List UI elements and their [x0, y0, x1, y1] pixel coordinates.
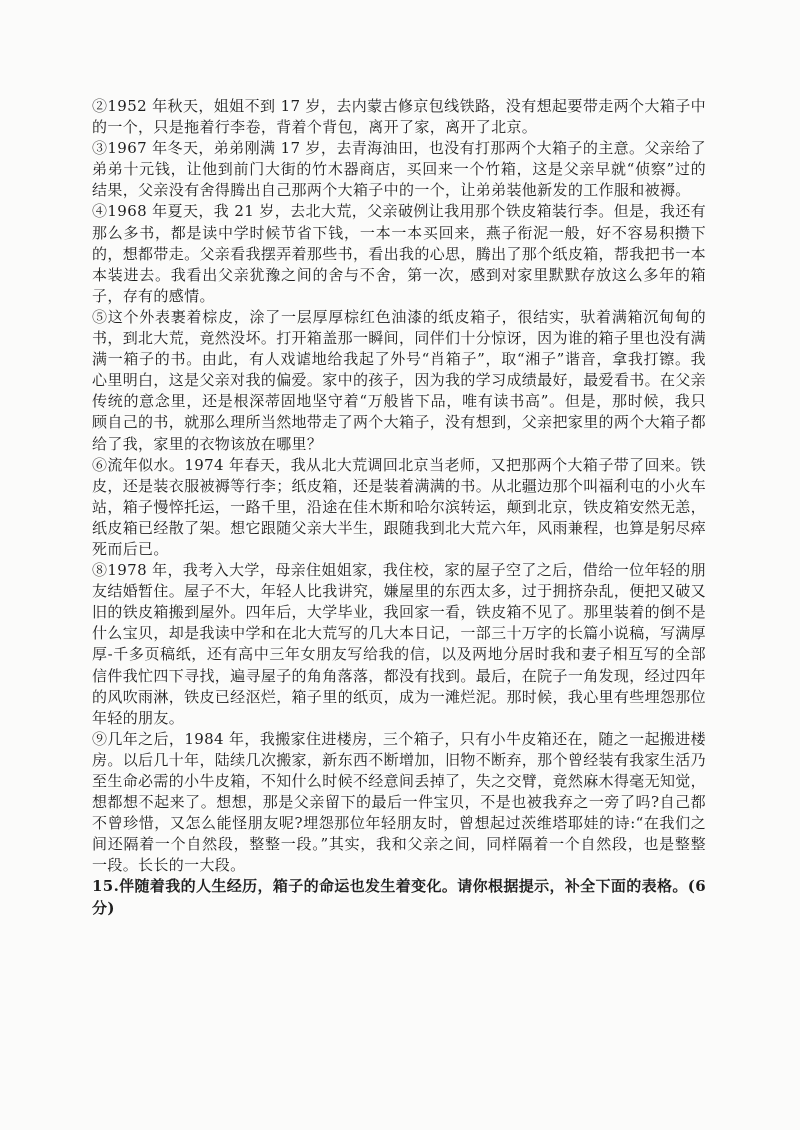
passage-body	[92, 96, 706, 919]
question-15: 15.伴随着我的人生经历，箱子的命运也发生着变化。请你根据提示，补全下面的表格。(6分)	[92, 877, 706, 917]
paragraph-6: ⑥流年似水。1974 年春天，我从北大荒调回北京当老师，又把那两个大箱子带了回来。铁皮，还是装衣服被褥等行李；纸皮箱，还是装着满满的书。从北疆边那个叫福利屯的小火车站，箱子慢悴托运，一路千里，沿途在佳木斯和哈尔滨转运，颠到北京，铁皮箱安然无恙，纸皮箱已经散了架。想它跟随父亲大半生，跟随我到北大荒六年，风雨兼程，也算是躬尽瘁死而后已。	[92, 455, 707, 558]
paragraph-4: ④1968 年夏天，我 21 岁，去北大荒，父亲破例让我用那个铁皮箱装行李。但是，我还有那么多书，都是读中学时候节省下钱，一本一本买回来，燕子衔泥一般，好不容易积攒下的，想都带走。父亲看我摆弄着那些书，看出我的心思，腾出了那个纸皮箱，帮我把书一本本装进去。我看出父亲犹豫之间的舍与不舍，第一次，感到对家里默默存放这么多年的箱子，存有的感情。	[92, 202, 707, 305]
paragraph-8: ⑧1978 年，我考入大学，母亲住姐姐家，我住校，家的屋子空了之后，借给一位年轻的朋友结婚暂住。屋子不大，年轻人比我讲究，嫌屋里的东西太多，过于拥挤杂乱，便把又破又旧的铁皮箱搬到屋外。四年后，大学毕业，我回家一看，铁皮箱不见了。那里装着的倒不是什么宝贝，却是我读中学和在北大荒写的几大本日记，一部三十万字的长篇小说稿，写满厚厚-千多页稿纸，还有高中三年女朋友写给我的信，以及两地分居时我和妻子相互写的全部信件我忙四下寻找，遍寻屋子的角角落落，都没有找到。最后，在院子一角发现，经过四年的风吹雨淋，铁皮已经沤烂，箱子里的纸页，成为一滩烂泥。那时候，我心里有些埋怨那位年轻的朋友。	[92, 561, 707, 727]
paragraph-9: ⑨几年之后，1984 年，我搬家住进楼房，三个箱子，只有小牛皮箱还在，随之一起搬进楼房。以后几十年，陆续几次搬家，新东西不断增加，旧物不断弃，那个曾经装有我家生活乃至生命必需的小牛皮箱，不知什么时候不经意间丢掉了，失之交臂，竟然麻木得毫无知觉，想都想不起来了。想想，那是父亲留下的最后一件宝贝，不是也被我弃之一旁了吗?自己都不曾珍惜，又怎么能怪朋友呢?埋怨那位年轻朋友时，曾想起过茨维塔耶娃的诗:“在我们之间还隔着一个自然段，整整一段。”其实，我和父亲之间，同样隔着一个自然段，也是整整一段。长长的一大段。	[92, 729, 707, 875]
paragraph-2: ②1952 年秋天，姐姐不到 17 岁，去内蒙古修京包线铁路，没有想起要带走两个大箱子中的一个，只是拖着行李卷，背着个背包，离开了家，离开了北京。	[92, 97, 706, 137]
paragraph-3: ③1967 年冬天，弟弟刚满 17 岁，去青海油田，也没有打那两个大箱子的主意。父亲给了弟弟十元钱，让他到前门大街的竹木器商店，买回来一个竹箱，这是父亲早就“侦察”过的结果，父亲没有舍得腾出自己那两个大箱子中的一个，让弟弟装他新发的工作服和被褥。	[92, 139, 706, 200]
paragraph-5: ⑤这个外表裹着棕皮，涂了一层厚厚棕红色油漆的纸皮箱子，很结实，驮着满箱沉甸甸的书，到北大荒，竟然没坏。打开箱盖那一瞬间，同伴们十分惊讶，因为谁的箱子里也没有满满一箱子的书。由此，有人戏谑地给我起了外号“肖箱子”，取“湘子”谐音，拿我打镲。我心里明白，这是父亲对我的偏爱。家中的孩子，因为我的学习成绩最好，最爱看书。在父亲传统的意念里，还是根深蒂固地坚守着“万般皆下品，唯有读书高”。但是，那时候，我只顾自己的书，就那么理所当然地带走了两个大箱子，没有想到，父亲把家里的两个大箱子都给了我，家里的衣物该放在哪里？	[92, 307, 707, 453]
